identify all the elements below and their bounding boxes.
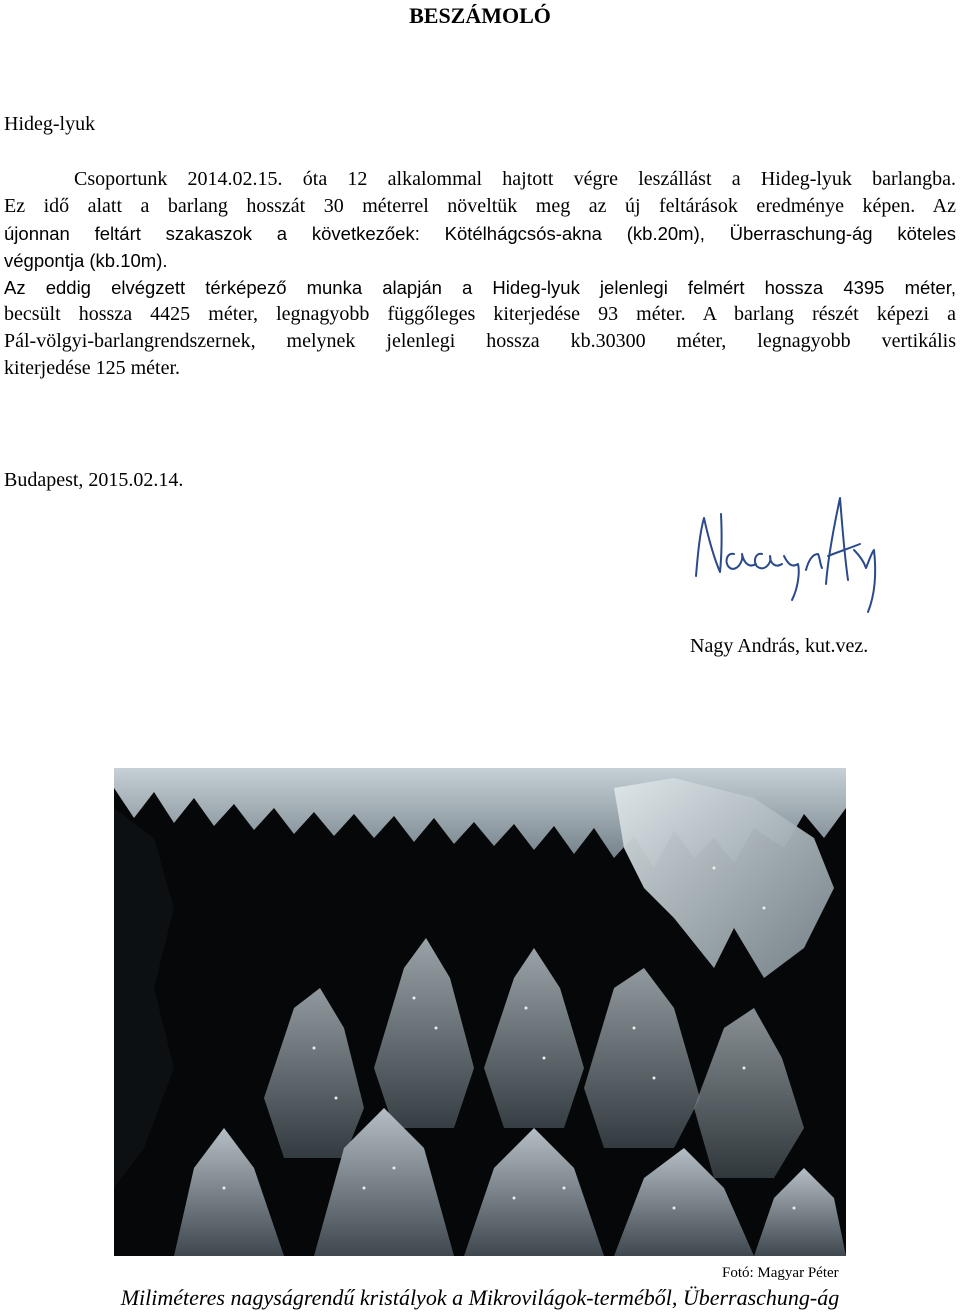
signer-name: Nagy András, kut.vez.	[690, 635, 869, 657]
cave-crystals-photo	[114, 768, 846, 1256]
body-line: újonnan feltárt szakaszok a következőek: Kötélhágcsós-akna (kb.20m), Überraschung-ág köteles	[4, 223, 956, 244]
body-line: Az eddig elvégzett térképező munka alapján a Hideg-lyuk jelenlegi felmért hossza 4395 méter,	[4, 277, 956, 298]
signature-icon	[688, 492, 888, 618]
section-heading: Hideg-lyuk	[4, 113, 96, 135]
body-line: Ez idő alatt a barlang hosszát 30 méterrel növeltük meg az új feltárások eredménye képen. Az	[4, 195, 956, 217]
document-title: BESZÁMOLÓ	[409, 3, 551, 28]
body-line: végpontja (kb.10m).	[4, 250, 168, 271]
place-date: Budapest, 2015.02.14.	[4, 469, 184, 491]
photo-credit: Fotó: Magyar Péter	[722, 1265, 839, 1281]
body-line: becsült hossza 4425 méter, legnagyobb függőleges kiterjedése 93 méter. A barlang részét képezi a	[4, 303, 956, 325]
body-line: Csoportunk 2014.02.15. óta 12 alkalommal hajtott végre leszállást a Hideg-lyuk barlangba.	[74, 168, 956, 190]
body-line: kiterjedése 125 méter.	[4, 357, 181, 379]
cave-photo-drawing	[114, 768, 846, 1256]
body-line: Pál-völgyi-barlangrendszernek, melynek jelenlegi hossza kb.30300 méter, legnagyobb vertikális	[4, 330, 956, 352]
report-body	[4, 166, 956, 382]
photo-caption: Miliméteres nagyságrendű kristályok a Mikrovilágok-terméből, Überraschung-ág	[120, 1285, 840, 1310]
